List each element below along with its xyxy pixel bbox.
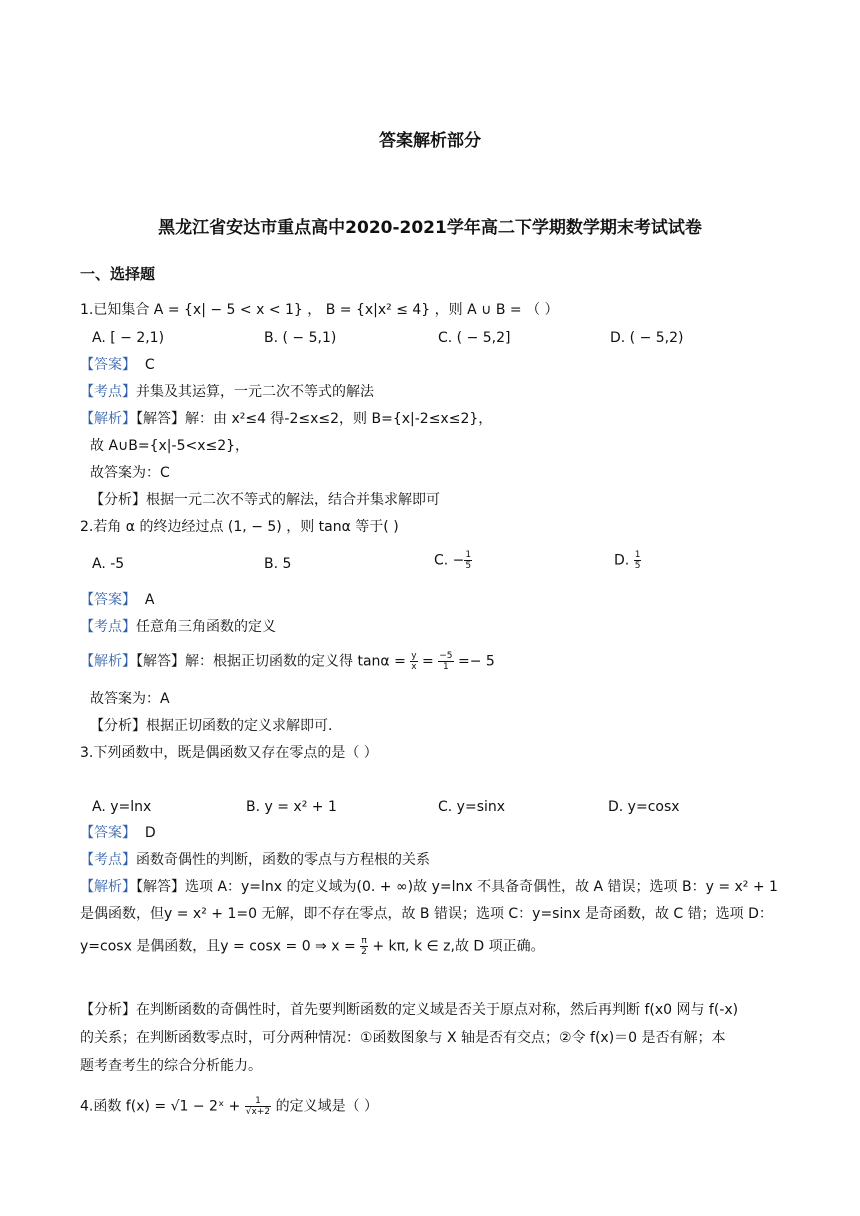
answer-title: 答案解析部分 [379,131,481,151]
q3-solution-line3: y=cosx 是偶函数，且y = cosx = 0 ⇒ x = $\frac{\pi}{2}$ + kπ, k ∈ z,故 D 项正确。 [80,936,545,957]
q1-option-a: A. [ − 2,1) [92,330,165,346]
section-heading: 一、选择题 [80,265,156,283]
q1-explain: 【分析】根据一元二次不等式的解法，结合并集求解即可 [90,492,440,508]
q3-answer: 【答案】 D [80,825,156,841]
q1-option-d: D. ( − 5,2) [610,330,684,346]
q3-point: 【考点】函数奇偶性的判断，函数的零点与方程根的关系 [80,852,430,868]
q1-solution-line2: 故 A∪B={x|-5<x≤2}， [90,438,250,454]
q1-point: 【考点】并集及其运算，一元二次不等式的解法 [80,384,374,400]
q3-option-b: B. y = x² + 1 [246,799,337,815]
q3-option-a: A. y=lnx [92,799,152,815]
q2-answer: 【答案】 A [80,592,155,608]
q1-solution-line3: 故答案为：C [90,465,170,481]
q2-option-c: C. − $\frac{1}{5}$ [434,550,472,571]
q3-explain-line2: 的关系；在判断函数零点时，可分两种情况：①函数图象与 X 轴是否有交点；②令 f(x)＝0 是否有解；本 [80,1030,726,1046]
q1-option-b: B. ( − 5,1) [264,330,337,346]
q3-solution: 【解析】【解答】选项 A：y=lnx 的定义域为(0. + ∞)故 y=lnx 不具备奇偶性，故 A 错误；选项 B：y = x² + 1 [80,879,778,895]
q2-option-b: B. 5 [264,556,292,572]
q1-stem: 1.已知集合 A = {x| − 5 < x < 1} ， B = {x|x² ≤ 4} ，则 A ∪ B = （ ） [80,302,559,318]
q2-explain: 【分析】根据正切函数的定义求解即可. [90,718,333,734]
q2-point: 【考点】任意角三角函数的定义 [80,619,276,635]
q1-option-c: C. ( − 5,2] [438,330,511,346]
exam-title: 黑龙江省安达市重点高中2020-2021学年高二下学期数学期末考试试卷 [158,218,702,238]
q2-solution-line2: 故答案为：A [90,691,170,707]
q3-explain-line3: 题考查考生的综合分析能力。 [80,1058,262,1074]
q3-solution-line2: 是偶函数，但y = x² + 1=0 无解，即不存在零点，故 B 错误；选项 C：y=sinx 是奇函数，故 C 错；选项 D： [80,906,773,922]
q3-stem: 3.下列函数中，既是偶函数又存在零点的是（ ） [80,745,378,761]
q3-option-d: D. y=cosx [608,799,680,815]
q2-solution: 【解析】【解答】解：根据正切函数的定义得 tanα = $\frac{y}{x}$ = $\frac{-5}{1}$ =− 5 [80,651,495,672]
q3-option-c: C. y=sinx [438,799,506,815]
q4-stem: 4.函数 f(x) = √1 − 2ˣ + $\frac{1}{√x+2}$ 的定义域是（ ） [80,1096,379,1117]
q2-option-d: D. $\frac{1}{5}$ [614,550,641,571]
q1-answer: 【答案】 C [80,357,155,373]
q2-option-a: A. -5 [92,556,125,572]
q1-solution: 【解析】【解答】解：由 x²≤4 得-2≤x≤2，则 B={x|-2≤x≤2}， [80,411,493,427]
q3-explain: 【分析】在判断函数的奇偶性时，首先要判断函数的定义域是否关于原点对称，然后再判断 f(x0 网与 f(-x) [80,1002,739,1018]
q2-stem: 2.若角 α 的终边经过点 (1, − 5) ，则 tanα 等于( ) [80,519,399,535]
